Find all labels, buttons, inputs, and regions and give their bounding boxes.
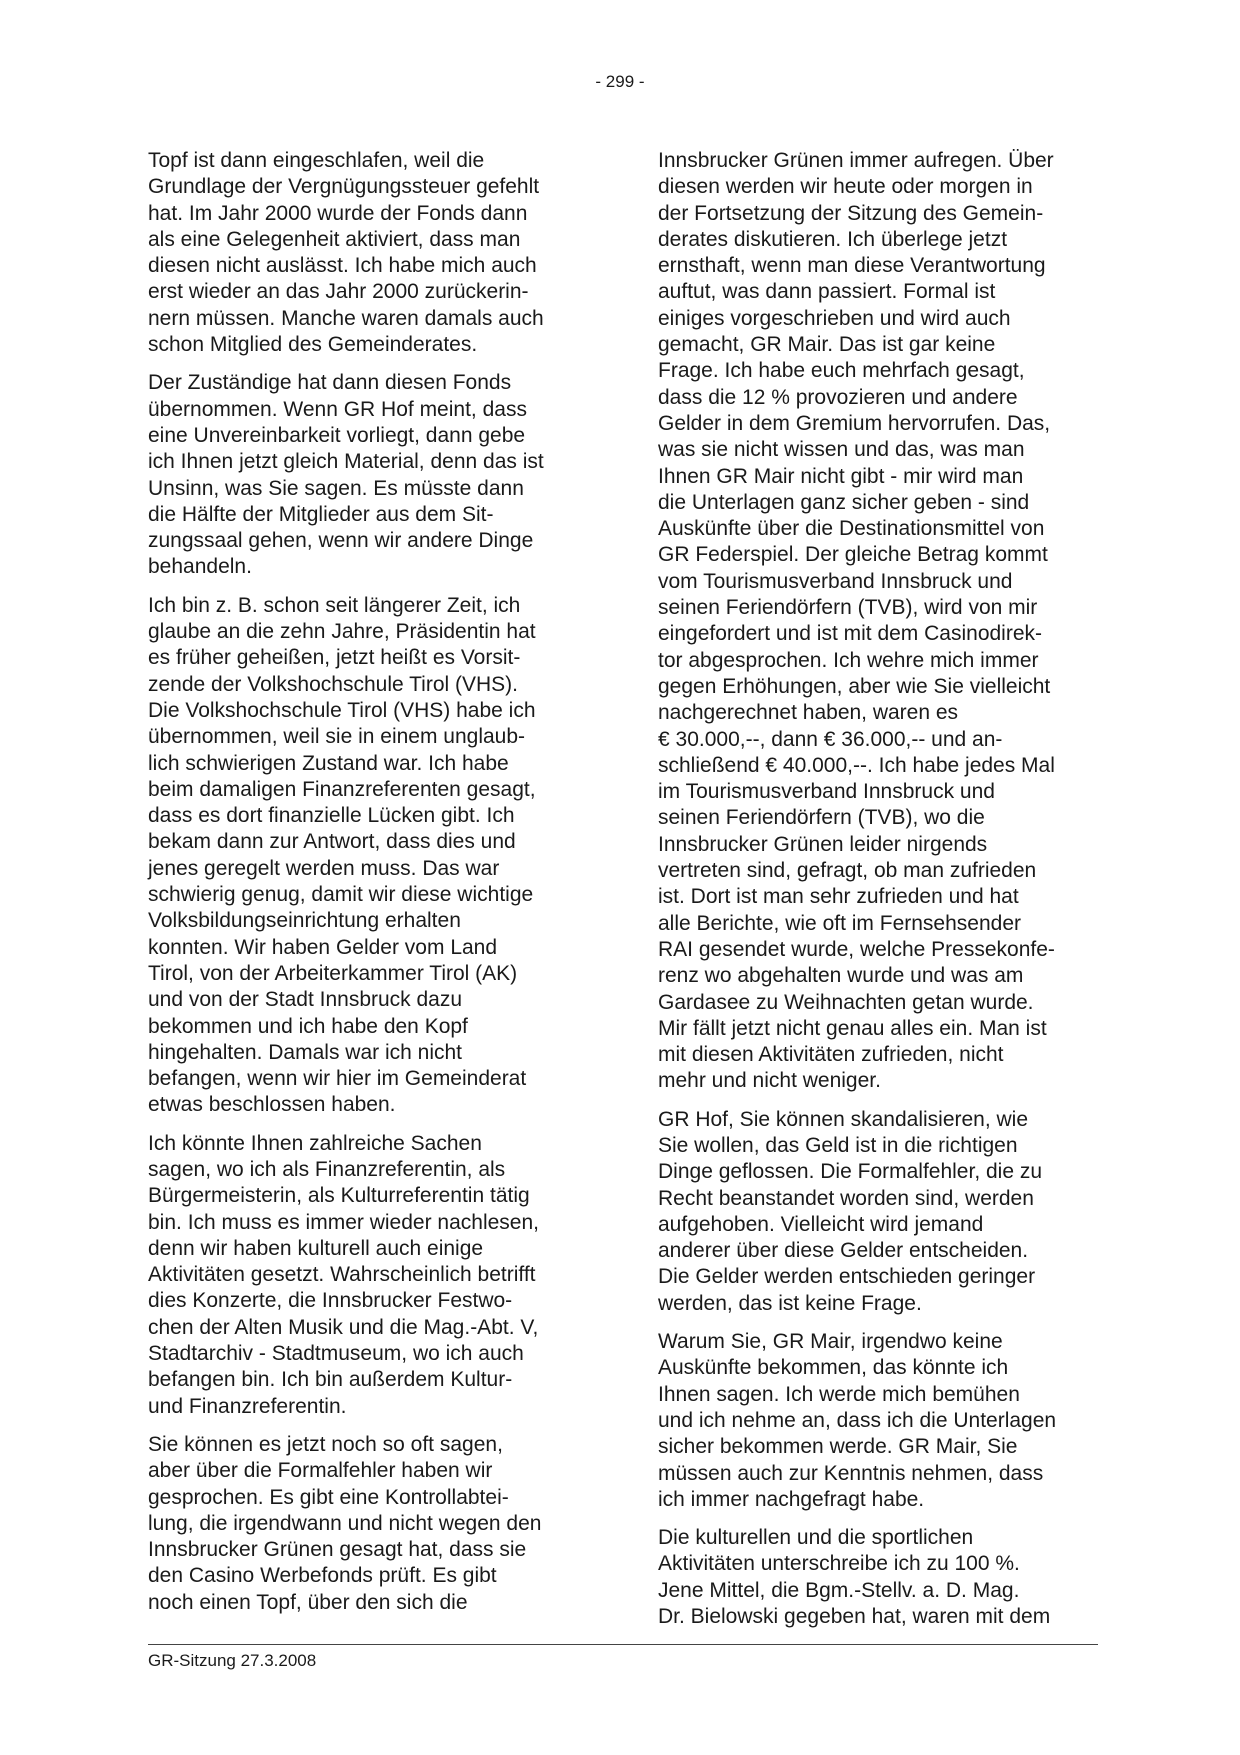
text-line: bekommen und ich habe den Kopf xyxy=(148,1014,468,1038)
text-line: gemacht, GR Mair. Das ist gar keine xyxy=(658,333,996,357)
paragraph-spacer xyxy=(658,1095,1098,1107)
text-line: zungssaal gehen, wenn wir andere Dinge xyxy=(148,529,534,553)
text-line: bekam dann zur Antwort, dass dies und xyxy=(148,830,516,854)
text-line: und ich nehme an, dass ich die Unterlagen xyxy=(658,1408,1057,1432)
text-line: Ihnen sagen. Ich werde mich bemühen xyxy=(658,1382,1020,1406)
text-line: dass es dort finanzielle Lücken gibt. Ich xyxy=(148,804,515,828)
text-line: Warum Sie, GR Mair, irgendwo keine xyxy=(658,1330,1003,1354)
text-line: Dr. Bielowski gegeben hat, waren mit dem xyxy=(658,1605,1051,1629)
text-line: dass die 12 % provozieren und andere xyxy=(658,385,1018,409)
paragraph xyxy=(658,1329,1098,1513)
text-line: übernommen. Wenn GR Hof meint, dass xyxy=(148,397,527,421)
text-line: Innsbrucker Grünen immer aufregen. Über xyxy=(658,149,1054,172)
text-line: und Finanzreferentin. xyxy=(148,1394,347,1418)
text-line: Topf ist dann eingeschlafen, weil die xyxy=(148,149,485,172)
text-line: mit diesen Aktivitäten zufrieden, nicht xyxy=(658,1043,1004,1067)
text-line: Auskünfte bekommen, das könnte ich xyxy=(658,1356,1009,1380)
text-line: Ihnen GR Mair nicht gibt - mir wird man xyxy=(658,464,1024,488)
text-line: übernommen, weil sie in einem unglaub- xyxy=(148,725,526,749)
text-line: alle Berichte, wie oft im Fernsehsender xyxy=(658,911,1021,935)
footer-session-date: GR-Sitzung 27.3.2008 xyxy=(148,1651,317,1670)
text-line: Aktivitäten gesetzt. Wahrscheinlich betrifft xyxy=(148,1263,536,1287)
text-line: lich schwierigen Zustand war. Ich habe xyxy=(148,751,509,775)
text-line: die Hälfte der Mitglieder aus dem Sit- xyxy=(148,502,494,526)
text-line: tor abgesprochen. Ich wehre mich immer xyxy=(658,648,1039,672)
text-line: € 30.000,--, dann € 36.000,-- und an- xyxy=(658,727,1003,751)
text-line: als eine Gelegenheit aktiviert, dass man xyxy=(148,227,521,251)
text-line: Gelder in dem Gremium hervorrufen. Das, xyxy=(658,411,1051,435)
paragraph-spacer xyxy=(148,581,588,593)
text-line: Unsinn, was Sie sagen. Es müsste dann xyxy=(148,476,524,500)
text-line: den Casino Werbefonds prüft. Es gibt xyxy=(148,1564,497,1588)
text-line: aber über die Formalfehler haben wir xyxy=(148,1459,493,1483)
text-line: glaube an die zehn Jahre, Präsidentin hat xyxy=(148,620,536,644)
text-line: behandeln. xyxy=(148,555,252,579)
text-line: hingehalten. Damals war ich nicht xyxy=(148,1040,462,1064)
text-line: hat. Im Jahr 2000 wurde der Fonds dann xyxy=(148,201,528,225)
text-line: renz wo abgehalten wurde und was am xyxy=(658,964,1024,988)
text-line: noch einen Topf, über den sich die xyxy=(148,1590,468,1614)
text-line: gesprochen. Es gibt eine Kontrollabtei- xyxy=(148,1485,509,1509)
text-line: auftut, was dann passiert. Formal ist xyxy=(658,280,996,304)
text-line: jenes geregelt werden muss. Das war xyxy=(148,856,500,880)
text-line: vertreten sind, gefragt, ob man zufrieden xyxy=(658,859,1037,883)
text-line: gegen Erhöhungen, aber wie Sie vielleicht xyxy=(658,674,1051,698)
text-line: konnten. Wir haben Gelder vom Land xyxy=(148,935,498,959)
text-line: Bürgermeisterin, als Kulturreferentin tätig xyxy=(148,1184,530,1208)
paragraph xyxy=(658,1525,1098,1630)
paragraph-spacer xyxy=(148,1119,588,1131)
text-line: erst wieder an das Jahr 2000 zurückerin- xyxy=(148,280,529,304)
text-line: müssen auch zur Kenntnis nehmen, dass xyxy=(658,1461,1044,1485)
text-line: im Tourismusverband Innsbruck und xyxy=(658,780,995,804)
text-line: GR Hof, Sie können skandalisieren, wie xyxy=(658,1107,1029,1131)
text-line: Die kulturellen und die sportlichen xyxy=(658,1526,974,1550)
text-line: eine Unvereinbarkeit vorliegt, dann gebe xyxy=(148,423,526,447)
text-line: Gardasee zu Weihnachten getan wurde. xyxy=(658,990,1034,1014)
text-line: Mir fällt jetzt nicht genau alles ein. Man ist xyxy=(658,1016,1047,1040)
text-line: dies Konzerte, die Innsbrucker Festwo- xyxy=(148,1289,513,1313)
text-line: einiges vorgeschrieben und wird auch xyxy=(658,306,1011,330)
text-line: RAI gesendet wurde, welche Pressekonfe- xyxy=(658,937,1055,961)
text-line: denn wir haben kulturell auch einige xyxy=(148,1236,484,1260)
text-line: und von der Stadt Innsbruck dazu xyxy=(148,988,463,1012)
text-line: die Unterlagen ganz sicher geben - sind xyxy=(658,490,1030,514)
text-line: Die Volkshochschule Tirol (VHS) habe ich xyxy=(148,698,536,722)
text-line: der Fortsetzung der Sitzung des Gemein- xyxy=(658,201,1044,225)
text-line: GR Federspiel. Der gleiche Betrag kommt xyxy=(658,543,1048,567)
text-line: es früher geheißen, jetzt heißt es Vorsit- xyxy=(148,646,521,670)
paragraph xyxy=(148,593,588,1119)
paragraph-spacer xyxy=(148,1420,588,1432)
right-column xyxy=(658,148,1098,1630)
page-number: - 299 - xyxy=(595,72,645,91)
text-line: schwierig genug, damit wir diese wichtige xyxy=(148,883,534,907)
paragraph xyxy=(148,370,588,580)
text-line: Recht beanstandet worden sind, werden xyxy=(658,1186,1034,1210)
text-line: seinen Feriendörfern (TVB), wo die xyxy=(658,806,985,830)
text-line: Stadtarchiv - Stadtmuseum, wo ich auch xyxy=(148,1342,524,1366)
text-line: ich immer nachgefragt habe. xyxy=(658,1487,925,1511)
text-line: Volksbildungseinrichtung erhalten xyxy=(148,909,461,933)
text-line: Der Zuständige hat dann diesen Fonds xyxy=(148,371,512,395)
paragraph-spacer xyxy=(658,1513,1098,1525)
text-line: lung, die irgendwann und nicht wegen den xyxy=(148,1511,542,1535)
text-line: Dinge geflossen. Die Formalfehler, die zu xyxy=(658,1160,1043,1184)
text-line: schon Mitglied des Gemeinderates. xyxy=(148,333,478,357)
paragraph-spacer xyxy=(658,1317,1098,1329)
text-line: Innsbrucker Grünen leider nirgends xyxy=(658,832,988,856)
text-line: was sie nicht wissen und das, was man xyxy=(658,438,1025,462)
text-line: Frage. Ich habe euch mehrfach gesagt, xyxy=(658,359,1025,383)
text-line: aufgehoben. Vielleicht wird jemand xyxy=(658,1212,984,1236)
text-line: Jene Mittel, die Bgm.-Stellv. a. D. Mag. xyxy=(658,1578,1020,1602)
paragraph xyxy=(148,1131,588,1420)
text-line: Sie wollen, das Geld ist in die richtigen xyxy=(658,1133,1018,1157)
text-line: eingefordert und ist mit dem Casinodirek- xyxy=(658,622,1043,646)
text-line: Auskünfte über die Destinationsmittel von xyxy=(658,517,1045,541)
text-line: werden, das ist keine Frage. xyxy=(658,1291,922,1315)
text-line: seinen Feriendörfern (TVB), wird von mir xyxy=(658,596,1038,620)
text-line: ich Ihnen jetzt gleich Material, denn das ist xyxy=(148,450,544,474)
text-line: Die Gelder werden entschieden geringer xyxy=(658,1265,1036,1289)
text-line: bin. Ich muss es immer wieder nachlesen, xyxy=(148,1210,539,1234)
paragraph xyxy=(658,148,1098,1095)
text-line: vom Tourismusverband Innsbruck und xyxy=(658,569,1013,593)
paragraph xyxy=(148,148,588,358)
text-line: nern müssen. Manche waren damals auch xyxy=(148,306,544,330)
footer-divider xyxy=(148,1644,1098,1645)
text-line: nachgerechnet haben, waren es xyxy=(658,701,959,725)
text-line: ist. Dort ist man sehr zufrieden und hat xyxy=(658,885,1019,909)
paragraph xyxy=(658,1107,1098,1317)
paragraph xyxy=(148,1432,588,1616)
text-line: Innsbrucker Grünen gesagt hat, dass sie xyxy=(148,1538,527,1562)
text-line: Sie können es jetzt noch so oft sagen, xyxy=(148,1432,503,1456)
text-line: befangen bin. Ich bin außerdem Kultur- xyxy=(148,1368,513,1392)
text-line: diesen werden wir heute oder morgen in xyxy=(658,175,1033,199)
text-line: diesen nicht auslässt. Ich habe mich auch xyxy=(148,254,537,278)
text-line: Ich könnte Ihnen zahlreiche Sachen xyxy=(148,1131,482,1155)
text-line: chen der Alten Musik und die Mag.-Abt. V, xyxy=(148,1315,539,1339)
text-line: Ich bin z. B. schon seit längerer Zeit, ich xyxy=(148,593,521,617)
text-line: zende der Volkshochschule Tirol (VHS). xyxy=(148,672,519,696)
paragraph-spacer xyxy=(148,358,588,370)
text-line: ernsthaft, wenn man diese Verantwortung xyxy=(658,254,1046,278)
text-line: befangen, wenn wir hier im Gemeinderat xyxy=(148,1067,527,1091)
text-line: anderer über diese Gelder entscheiden. xyxy=(658,1239,1029,1263)
text-line: Aktivitäten unterschreibe ich zu 100 %. xyxy=(658,1552,1020,1576)
left-column xyxy=(148,148,588,1616)
text-line: derates diskutieren. Ich überlege jetzt xyxy=(658,227,1008,251)
text-line: beim damaligen Finanzreferenten gesagt, xyxy=(148,777,536,801)
text-line: Grundlage der Vergnügungssteuer gefehlt xyxy=(148,175,540,199)
text-line: sagen, wo ich als Finanzreferentin, als xyxy=(148,1157,506,1181)
text-line: etwas beschlossen haben. xyxy=(148,1093,396,1117)
text-line: sicher bekommen werde. GR Mair, Sie xyxy=(658,1435,1018,1459)
text-line: Tirol, von der Arbeiterkammer Tirol (AK) xyxy=(148,961,518,985)
text-line: schließend € 40.000,--. Ich habe jedes Mal xyxy=(658,753,1055,777)
text-line: mehr und nicht weniger. xyxy=(658,1069,881,1093)
